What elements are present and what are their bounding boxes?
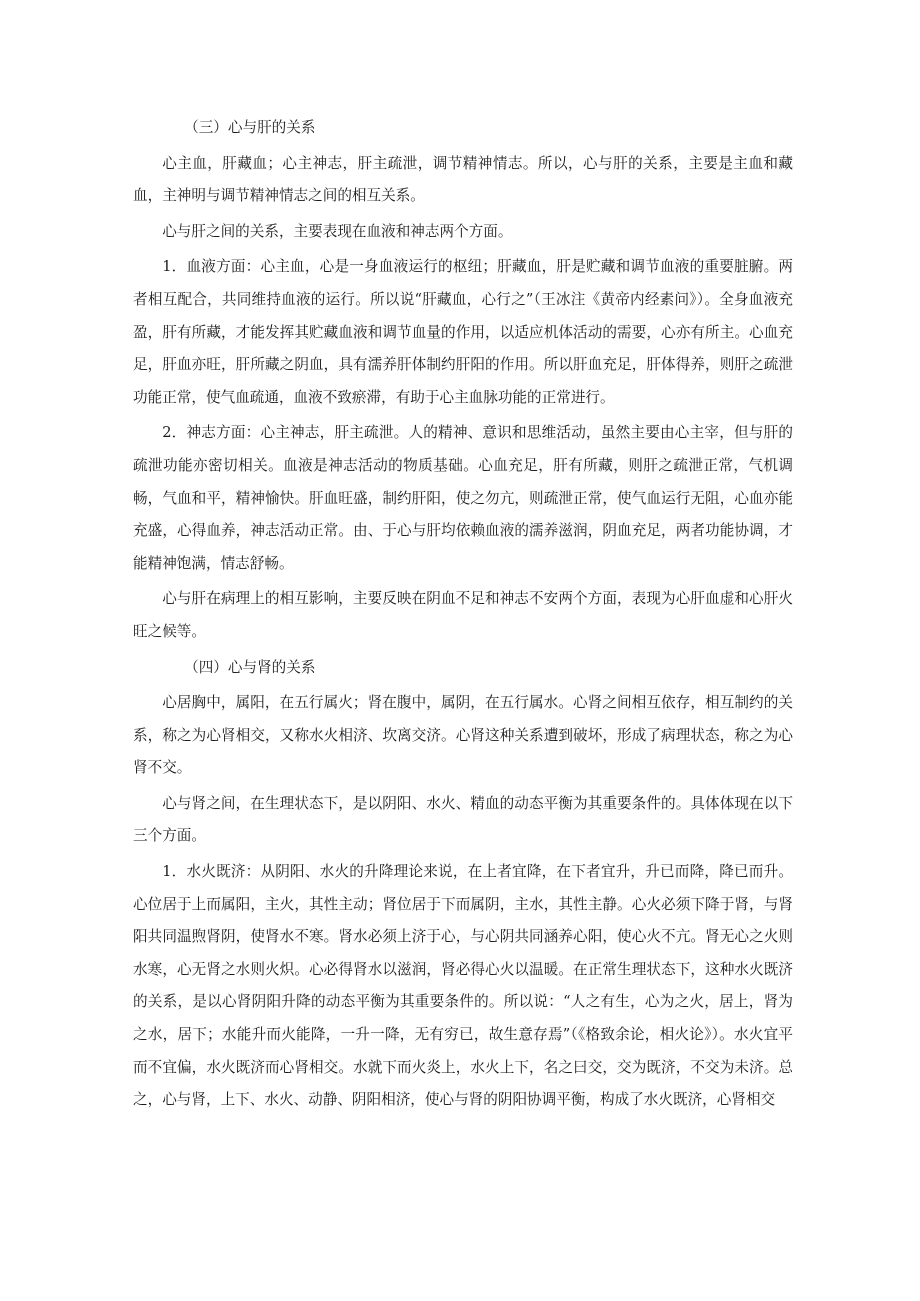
paragraph-heart-liver-aspects: 心与肝之间的关系，主要表现在血液和神志两个方面。 — [162, 222, 513, 240]
section-heading-heart-kidney: （四）心与肾的关系 — [184, 658, 316, 676]
paragraph-heart-kidney-intro: 心居胸中，属阳，在五行属火；肾在腹中，属阴，在五行属水。心肾之间相互依存，相互制约的关系，称之为心肾相交，又称水火相济、坎离交济。心肾这种关系遭到破坏，形成了病理状态，称之为心肾不交。 — [133, 694, 793, 777]
paragraph-water-fire: 1．水火既济：从阴阳、水火的升降理论来说，在上者宜降，在下者宜升，升已而降，降已而升。心位居于上而属阳，主火，其性主动；肾位居于下而属阴，主水，其性主静。心火必须下降于肾，与肾阳共同温煦肾阴，使肾水不寒。肾水必须上济于心，与心阴共同涵养心阳，使心火不亢。肾无心之火则水寒，心无肾之水则火炽。心必得肾水以滋润，肾必得心火以温暖。在正常生理状态下，这种水火既济的关系，是以心肾阴阳升降的动态平衡为其重要条件的。所以说：“人之有生，心为之火，居上，肾为之水，居下；水能升而火能降，一升一降，无有穷已，故生意存焉”（《格致余论，相火论》）。水火宜平而不宜偏，水火既济而心肾相交。水就下而火炎上，水火上下，名之曰交，交为既济，不交为未济。总之，心与肾，上下、水火、动静、阴阳相济，使心与肾的阴阳协调平衡，构成了水火既济，心肾相交 — [133, 863, 793, 1109]
document-page — [133, 112, 793, 1117]
paragraph-blood-aspect: 1．血液方面：心主血，心是一身血液运行的枢纽；肝藏血，肝是贮藏和调节血液的重要脏腑。两者相互配合，共同维持血液的运行。所以说“肝藏血，心行之”（王冰注《黄帝内经素问》）。全身血液充盈，肝有所藏，才能发挥其贮藏血液和调节血量的作用，以适应机体活动的需要，心亦有所主。心血充足，肝血亦旺，肝所藏之阴血，具有濡养肝体制约肝阳的作用。所以肝血充足，肝体得养，则肝之疏泄功能正常，使气血疏通，血液不致瘀滞，有助于心主血脉功能的正常进行。 — [133, 258, 793, 406]
paragraph-heart-liver-pathology: 心与肝在病理上的相互影响，主要反映在阴血不足和神志不安两个方面，表现为心肝血虚和心肝火旺之候等。 — [133, 590, 793, 640]
paragraph-heart-kidney-conditions: 心与肾之间，在生理状态下，是以阴阳、水火、精血的动态平衡为其重要条件的。具体体现在以下三个方面。 — [133, 794, 793, 845]
paragraph-spirit-aspect: 2．神志方面：心主神志，肝主疏泄。人的精神、意识和思维活动，虽然主要由心主宰，但与肝的疏泄功能亦密切相关。血液是神志活动的物质基础。心血充足，肝有所藏，则肝之疏泄正常，气机调畅，气血和平，精神愉快。肝血旺盛，制约肝阳，使之勿亢，则疏泄正常，使气血运行无阻，心血亦能充盛，心得血养，神志活动正常。由、于心与肝均依赖血液的濡养滋润，阴血充足，两者功能协调，才能精神饱满，情志舒畅。 — [133, 424, 793, 572]
section-heading-heart-liver: （三）心与肝的关系 — [184, 119, 316, 136]
paragraph-heart-liver-intro: 心主血，肝藏血；心主神志，肝主疏泄，调节精神情志。所以，心与肝的关系，主要是主血和藏血，主神明与调节精神情志之间的相互关系。 — [133, 154, 793, 205]
